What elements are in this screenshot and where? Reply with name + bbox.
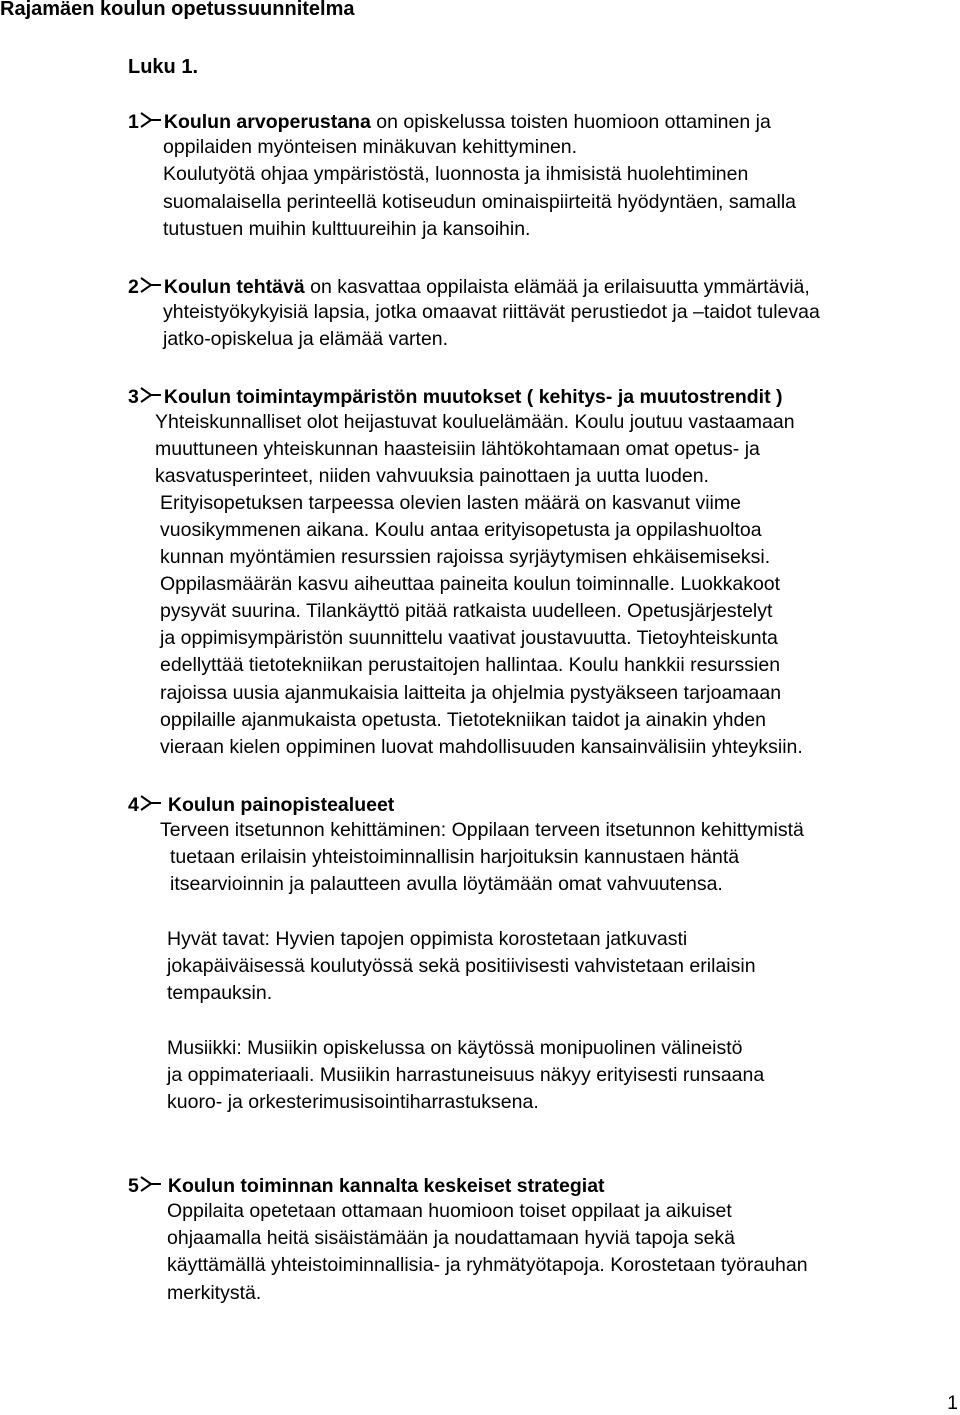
page-title: Rajamäen koulun opetussuunnitelma bbox=[0, 0, 355, 20]
section-5-line: ohjaamalla heitä sisäistämään ja noudattamaan hyviä tapoja sekä bbox=[167, 1227, 736, 1249]
section-5-line: merkitystä. bbox=[167, 1282, 262, 1304]
section-3-heading-line bbox=[128, 385, 782, 408]
section-3-line: kasvatusperinteet, niiden vahvuuksia painottaen ja uutta luoden. bbox=[155, 465, 709, 487]
page-number: 1 bbox=[947, 1392, 958, 1414]
arrow-bullet-icon bbox=[140, 110, 162, 130]
section-5-number: 5 bbox=[128, 1175, 139, 1197]
arrow-bullet-icon bbox=[140, 385, 162, 405]
section-4-line: tempauksin. bbox=[167, 982, 273, 1004]
section-2-heading: Koulun tehtävä bbox=[163, 276, 305, 298]
section-2-heading-line bbox=[128, 275, 810, 298]
section-1-line: Koulutyötä ohjaa ympäristöstä, luonnosta ja ihmisistä huolehtiminen bbox=[163, 163, 749, 185]
section-3-line: vuosikymmenen aikana. Koulu antaa erityisopetusta ja oppilashuoltoa bbox=[160, 519, 762, 541]
section-5-line: Oppilaita opetetaan ottamaan huomioon toiset oppilaat ja aikuiset bbox=[167, 1200, 732, 1222]
section-2-number: 2 bbox=[128, 276, 139, 298]
section-4-heading: Koulun painopistealueet bbox=[167, 794, 395, 816]
section-5-line: käyttämällä yhteistoiminnallisia- ja ryhmätyötapoja. Korostetaan työrauhan bbox=[167, 1254, 808, 1276]
section-4-line: Terveen itsetunnon kehittäminen: Oppilaan terveen itsetunnon kehittymistä bbox=[160, 819, 804, 841]
section-2-line: on kasvattaa oppilaista elämää ja erilaisuutta ymmärtäviä, bbox=[304, 276, 810, 298]
section-3-line: edellyttää tietotekniikan perustaitojen hallintaa. Koulu hankkii resurssien bbox=[160, 654, 781, 676]
section-4-heading-line bbox=[128, 793, 394, 816]
section-4-line: kuoro- ja orkesterimusisointiharrastuksena. bbox=[167, 1091, 539, 1113]
section-1-number: 1 bbox=[128, 111, 139, 133]
arrow-bullet-icon bbox=[140, 275, 162, 295]
section-2-line: yhteistyökykyisiä lapsia, jotka omaavat riittävät perustiedot ja –taidot tulevaa bbox=[163, 301, 820, 323]
section-3-line: pysyvät suurina. Tilankäyttö pitää ratkaista uudelleen. Opetusjärjestelyt bbox=[160, 600, 773, 622]
section-1-line: oppilaiden myönteisen minäkuvan kehittyminen. bbox=[163, 136, 578, 158]
section-3-number: 3 bbox=[128, 386, 139, 408]
section-1-line: on opiskelussa toisten huomioon ottaminen ja bbox=[370, 111, 771, 133]
section-3-line: kunnan myöntämien resurssien rajoissa syrjäytymisen ehkäisemiseksi. bbox=[160, 546, 771, 568]
section-2-line: jatko-opiskelua ja elämää varten. bbox=[163, 328, 449, 350]
section-4-line: tuetaan erilaisin yhteistoiminnallisin harjoituksin kannustaen häntä bbox=[170, 846, 740, 868]
section-3-heading: Koulun toimintaympäristön muutokset ( kehitys- ja muutostrendit ) bbox=[163, 386, 783, 408]
chapter-label: Luku 1. bbox=[128, 56, 199, 78]
section-5-heading-line bbox=[128, 1174, 605, 1197]
section-1-line: tutustuen muihin kulttuureihin ja kansoihin. bbox=[163, 218, 531, 240]
section-4-line: Musiikki: Musiikin opiskelussa on käytössä monipuolinen välineistö bbox=[167, 1037, 743, 1059]
section-4-number: 4 bbox=[128, 794, 139, 816]
section-3-line: rajoissa uusia ajanmukaisia laitteita ja ohjelmia pystyäkseen tarjoamaan bbox=[160, 682, 782, 704]
section-3-line: Erityisopetuksen tarpeessa olevien lasten määrä on kasvanut viime bbox=[160, 492, 741, 514]
section-4-line: Hyvät tavat: Hyvien tapojen oppimista korostetaan jatkuvasti bbox=[167, 928, 688, 950]
section-4-line: ja oppimateriaali. Musiikin harrastuneisuus näkyy erityisesti runsaana bbox=[167, 1064, 765, 1086]
section-1-heading-line bbox=[128, 110, 771, 133]
arrow-bullet-icon bbox=[140, 1174, 162, 1194]
arrow-bullet-icon bbox=[140, 793, 162, 813]
section-4-line: jokapäiväisessä koulutyössä sekä positiivisesti vahvistetaan erilaisin bbox=[167, 955, 756, 977]
section-3-line: muuttuneen yhteiskunnan haasteisiin lähtökohtamaan omat opetus- ja bbox=[155, 438, 760, 460]
section-5-heading: Koulun toiminnan kannalta keskeiset strategiat bbox=[167, 1175, 605, 1197]
section-3-line: oppilaille ajanmukaista opetusta. Tietotekniikan taidot ja ainakin yhden bbox=[160, 709, 766, 731]
section-3-line: Oppilasmäärän kasvu aiheuttaa paineita koulun toiminnalle. Luokkakoot bbox=[160, 573, 781, 595]
section-3-line: vieraan kielen oppiminen luovat mahdollisuuden kansainvälisiin yhteyksiin. bbox=[160, 736, 803, 758]
section-1-line: suomalaisella perinteellä kotiseudun ominaispiirteitä hyödyntäen, samalla bbox=[163, 191, 797, 213]
section-3-line: Yhteiskunnalliset olot heijastuvat kouluelämään. Koulu joutuu vastaamaan bbox=[155, 411, 795, 433]
section-3-line: ja oppimisympäristön suunnittelu vaativat joustavuutta. Tietoyhteiskunta bbox=[160, 627, 778, 649]
section-1-heading: Koulun arvoperustana bbox=[163, 111, 371, 133]
section-4-line: itsearvioinnin ja palautteen avulla löytämään omat vahvuutensa. bbox=[170, 873, 723, 895]
